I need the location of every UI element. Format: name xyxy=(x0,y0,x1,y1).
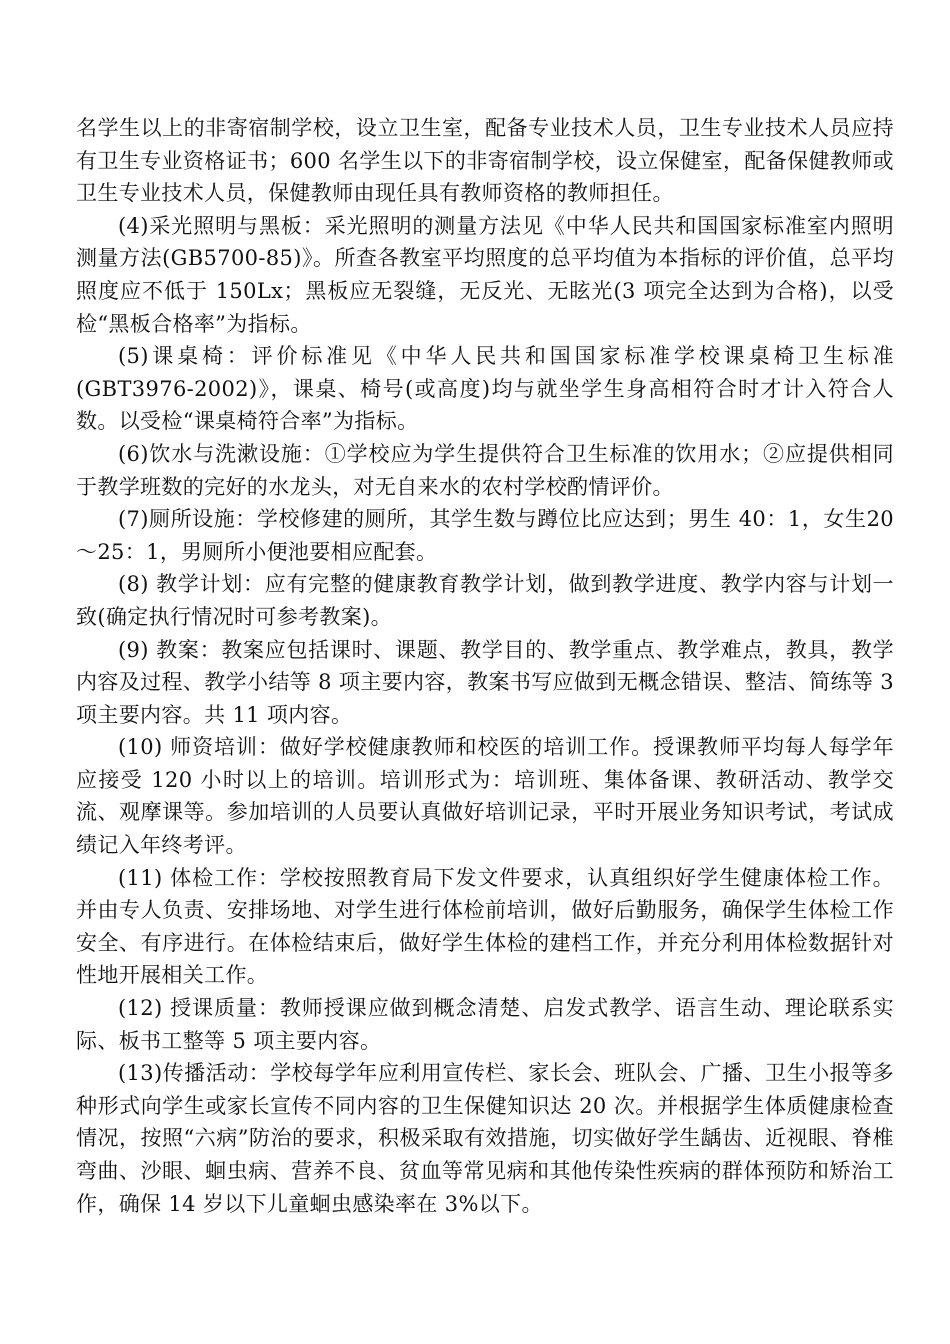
paragraph-item-11-health-check: (11) 体检工作：学校按照教育局下发文件要求，认真组织好学生健康体检工作。并由专人负责、安排场地、对学生进行体检前培训，做好后勤服务，确保学生体检工作安全、有序进行。在体检结束后，做好学生体检的建档工作，并充分利用体检数据针对性地开展相关工作。 xyxy=(76,865,894,988)
paragraph-item-7-toilet-facilities: (7)厕所设施：学校修建的厕所，其学生数与蹲位比应达到；男生 40：1，女生20～25：1，男厕所小便池要相应配套。 xyxy=(76,507,894,564)
paragraph-item-6-water-facilities: (6)饮水与洗漱设施：①学校应为学生提供符合卫生标准的饮用水；②应提供相同于教学班数的完好的水龙头，对无自来水的农村学校酌情评价。 xyxy=(76,441,894,499)
paragraph-continuation: 名学生以上的非寄宿制学校，设立卫生室，配备专业技术人员，卫生专业技术人员应持有卫生专业资格证书；600 名学生以下的非寄宿制学校，设立保健室，配备保健教师或卫生专业技术人员，保健教师由现任具有教师资格的教师担任。 xyxy=(76,116,894,206)
paragraph-item-9-lesson-plan: (9) 教案：教案应包括课时、课题、教学目的、教学重点、教学难点，教具，教学内容及过程、教学小结等 8 项主要内容，教案书写应做到无概念错误、整洁、简练等 3 项主要内容。共 11 项内容。 xyxy=(76,637,894,727)
paragraph-item-10-teacher-training: (10) 师资培训：做好学校健康教师和校医的培训工作。授课教师平均每人每学年应接受 120 小时以上的培训。培训形式为：培训班、集体备课、教研活动、教学交流、观摩课等。参加培训的人员要认真做好培训记录，平时开展业务知识考试，考试成绩记入年终考评。 xyxy=(76,735,894,858)
paragraph-item-12-teaching-quality: (12) 授课质量：教师授课应做到概念清楚、启发式教学、语言生动、理论联系实际、板书工整等 5 项主要内容。 xyxy=(76,996,894,1053)
paragraph-item-5-desks-chairs: (5)课桌椅：评价标准见《中华人民共和国国家标准学校课桌椅卫生标准(GBT3976-2002)》，课桌、椅号(或高度)均与就坐学生身高相符合时才计入符合人数。以受检“课桌椅符合率”为指标。 xyxy=(76,344,894,434)
paragraph-item-4-lighting-blackboard: (4)采光照明与黑板：采光照明的测量方法见《中华人民共和国国家标准室内照明测量方法(GB5700-85)》。所查各教室平均照度的总平均值为本指标的评价值，总平均照度应不低于 150Lx；黑板应无裂缝，无反光、无眩光(3 项完全达到为合格)，以受检“黑板合格率”为指标。 xyxy=(76,213,894,336)
body-text xyxy=(76,112,894,1220)
paragraph-item-8-teaching-plan: (8) 教学计划：应有完整的健康教育教学计划，做到教学进度、教学内容与计划一致(确定执行情况时可参考教案)。 xyxy=(76,572,894,629)
paragraph-item-13-communication: (13)传播活动：学校每学年应利用宣传栏、家长会、班队会、广播、卫生小报等多种形式向学生或家长宣传不同内容的卫生保健知识达 20 次。并根据学生体质健康检查情况，按照“六病”防治的要求，积极采取有效措施，切实做好学生龋齿、近视眼、脊椎弯曲、沙眼、蛔虫病、营养不良、贫血等常见病和其他传染性疾病的群体预防和矫治工作，确保 14 岁以下儿童蛔虫感染率在 3%以下。 xyxy=(76,1061,894,1216)
